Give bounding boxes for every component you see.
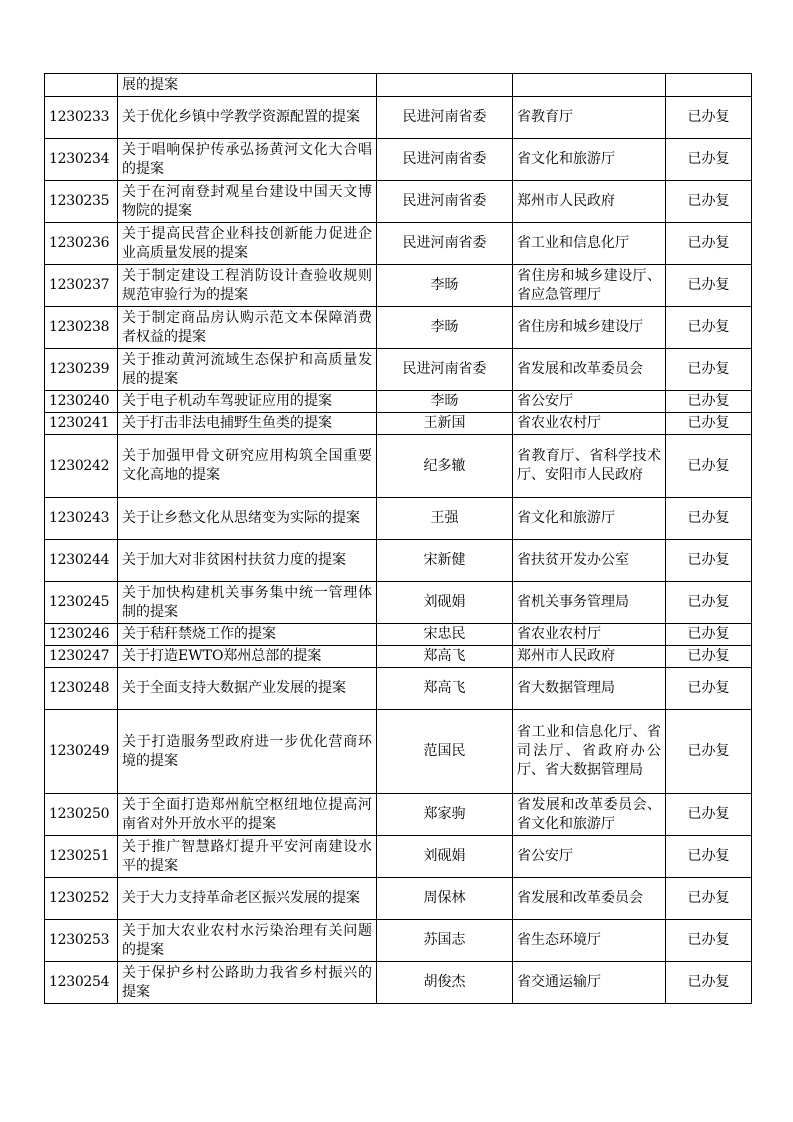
cell-proposer: 郑家驹	[377, 794, 513, 836]
table-row	[45, 878, 752, 920]
cell-number: 1230253	[45, 920, 118, 962]
table-row	[45, 265, 752, 307]
cell-status: 已办复	[666, 878, 752, 920]
cell-handling-unit: 省农业农村厅	[513, 413, 666, 435]
cell-number: 1230238	[45, 307, 118, 349]
cell-title: 关于秸秆禁烧工作的提案	[118, 624, 377, 646]
cell-handling-unit: 省工业和信息化厅、省司法厅、省政府办公厅、省大数据管理局	[513, 710, 666, 794]
cell-proposer: 民进河南省委	[377, 223, 513, 265]
cell-status: 已办复	[666, 391, 752, 413]
cell-proposer: 苏国志	[377, 920, 513, 962]
cell-title: 关于电子机动车驾驶证应用的提案	[118, 391, 377, 413]
cell-status: 已办复	[666, 962, 752, 1004]
cell-status: 已办复	[666, 540, 752, 582]
cell-status: 已办复	[666, 624, 752, 646]
cell-status: 已办复	[666, 435, 752, 498]
cell-handling-unit: 省教育厅、省科学技术厅、安阳市人民政府	[513, 435, 666, 498]
table-row	[45, 624, 752, 646]
table-row	[45, 498, 752, 540]
cell-handling-unit: 省机关事务管理局	[513, 582, 666, 624]
table-row	[45, 435, 752, 498]
cell-title: 关于加大对非贫困村扶贫力度的提案	[118, 540, 377, 582]
cell-number: 1230243	[45, 498, 118, 540]
cell-status: 已办复	[666, 794, 752, 836]
cell-number: 1230248	[45, 668, 118, 710]
cell-number: 1230250	[45, 794, 118, 836]
cell-number: 1230242	[45, 435, 118, 498]
table-row	[45, 710, 752, 794]
table-row	[45, 836, 752, 878]
cell-handling-unit: 省大数据管理局	[513, 668, 666, 710]
table-row	[45, 668, 752, 710]
cell-title: 关于制定商品房认购示范文本保障消费者权益的提案	[118, 307, 377, 349]
table-row	[45, 582, 752, 624]
cell-number	[45, 74, 118, 97]
table-row	[45, 223, 752, 265]
cell-title: 关于提高民营企业科技创新能力促进企业高质量发展的提案	[118, 223, 377, 265]
table-row	[45, 794, 752, 836]
cell-status: 已办复	[666, 646, 752, 668]
cell-title: 关于在河南登封观星台建设中国天文博物院的提案	[118, 181, 377, 223]
cell-number: 1230245	[45, 582, 118, 624]
cell-handling-unit: 省发展和改革委员会	[513, 878, 666, 920]
cell-handling-unit: 省教育厅	[513, 97, 666, 139]
cell-status: 已办复	[666, 265, 752, 307]
table-row	[45, 139, 752, 181]
table-row	[45, 962, 752, 1004]
table-row	[45, 74, 752, 97]
cell-title: 关于打造EWTO郑州总部的提案	[118, 646, 377, 668]
cell-status: 已办复	[666, 307, 752, 349]
cell-proposer: 郑高飞	[377, 668, 513, 710]
cell-handling-unit: 省扶贫开发办公室	[513, 540, 666, 582]
cell-number: 1230249	[45, 710, 118, 794]
cell-proposer: 刘砚娟	[377, 582, 513, 624]
cell-status: 已办复	[666, 498, 752, 540]
cell-title: 关于大力支持革命老区振兴发展的提案	[118, 878, 377, 920]
cell-handling-unit: 省文化和旅游厅	[513, 498, 666, 540]
cell-handling-unit	[513, 74, 666, 97]
cell-title: 关于优化乡镇中学教学资源配置的提案	[118, 97, 377, 139]
cell-proposer: 王强	[377, 498, 513, 540]
cell-number: 1230252	[45, 878, 118, 920]
cell-title: 关于打造服务型政府进一步优化营商环境的提案	[118, 710, 377, 794]
cell-number: 1230247	[45, 646, 118, 668]
cell-number: 1230254	[45, 962, 118, 1004]
table-row	[45, 540, 752, 582]
table-row	[45, 349, 752, 391]
cell-number: 1230240	[45, 391, 118, 413]
cell-title: 关于推广智慧路灯提升平安河南建设水平的提案	[118, 836, 377, 878]
table-row	[45, 413, 752, 435]
cell-proposer: 民进河南省委	[377, 139, 513, 181]
cell-proposer: 王新国	[377, 413, 513, 435]
cell-title: 关于打击非法电捕野生鱼类的提案	[118, 413, 377, 435]
cell-number: 1230234	[45, 139, 118, 181]
cell-proposer	[377, 74, 513, 97]
cell-handling-unit: 省发展和改革委员会	[513, 349, 666, 391]
cell-status: 已办复	[666, 668, 752, 710]
cell-number: 1230236	[45, 223, 118, 265]
cell-status	[666, 74, 752, 97]
cell-number: 1230246	[45, 624, 118, 646]
cell-number: 1230233	[45, 97, 118, 139]
cell-handling-unit: 郑州市人民政府	[513, 646, 666, 668]
table-row	[45, 97, 752, 139]
cell-proposer: 宋忠民	[377, 624, 513, 646]
cell-handling-unit: 省公安厅	[513, 391, 666, 413]
table-row	[45, 391, 752, 413]
cell-handling-unit: 郑州市人民政府	[513, 181, 666, 223]
cell-handling-unit: 省发展和改革委员会、省文化和旅游厅	[513, 794, 666, 836]
cell-title: 关于全面打造郑州航空枢纽地位提高河南省对外开放水平的提案	[118, 794, 377, 836]
cell-number: 1230235	[45, 181, 118, 223]
cell-title: 展的提案	[118, 74, 377, 97]
cell-proposer: 刘砚娟	[377, 836, 513, 878]
cell-proposer: 李旸	[377, 307, 513, 349]
cell-proposer: 胡俊杰	[377, 962, 513, 1004]
cell-title: 关于加强甲骨文研究应用构筑全国重要文化高地的提案	[118, 435, 377, 498]
cell-number: 1230244	[45, 540, 118, 582]
proposal-table	[44, 73, 752, 1004]
cell-handling-unit: 省公安厅	[513, 836, 666, 878]
cell-status: 已办复	[666, 582, 752, 624]
cell-title: 关于让乡愁文化从思绪变为实际的提案	[118, 498, 377, 540]
cell-title: 关于推动黄河流域生态保护和高质量发展的提案	[118, 349, 377, 391]
cell-title: 关于唱响保护传承弘扬黄河文化大合唱的提案	[118, 139, 377, 181]
cell-title: 关于全面支持大数据产业发展的提案	[118, 668, 377, 710]
cell-proposer: 民进河南省委	[377, 97, 513, 139]
cell-proposer: 民进河南省委	[377, 349, 513, 391]
cell-status: 已办复	[666, 710, 752, 794]
table-row	[45, 646, 752, 668]
cell-handling-unit: 省农业农村厅	[513, 624, 666, 646]
cell-status: 已办复	[666, 139, 752, 181]
cell-handling-unit: 省交通运输厅	[513, 962, 666, 1004]
cell-proposer: 范国民	[377, 710, 513, 794]
cell-number: 1230237	[45, 265, 118, 307]
cell-handling-unit: 省生态环境厅	[513, 920, 666, 962]
cell-status: 已办复	[666, 920, 752, 962]
table-row	[45, 307, 752, 349]
cell-status: 已办复	[666, 413, 752, 435]
cell-status: 已办复	[666, 97, 752, 139]
cell-proposer: 周保林	[377, 878, 513, 920]
cell-proposer: 民进河南省委	[377, 181, 513, 223]
cell-status: 已办复	[666, 223, 752, 265]
cell-handling-unit: 省住房和城乡建设厅、省应急管理厅	[513, 265, 666, 307]
table-row	[45, 181, 752, 223]
proposal-table-body	[45, 74, 752, 1004]
cell-handling-unit: 省工业和信息化厅	[513, 223, 666, 265]
cell-proposer: 李旸	[377, 391, 513, 413]
cell-number: 1230241	[45, 413, 118, 435]
cell-status: 已办复	[666, 181, 752, 223]
cell-proposer: 宋新健	[377, 540, 513, 582]
table-row	[45, 920, 752, 962]
cell-status: 已办复	[666, 349, 752, 391]
cell-title: 关于加大农业农村水污染治理有关问题的提案	[118, 920, 377, 962]
cell-title: 关于制定建设工程消防设计查验收规则规范审验行为的提案	[118, 265, 377, 307]
cell-title: 关于加快构建机关事务集中统一管理体制的提案	[118, 582, 377, 624]
cell-handling-unit: 省文化和旅游厅	[513, 139, 666, 181]
cell-title: 关于保护乡村公路助力我省乡村振兴的提案	[118, 962, 377, 1004]
cell-proposer: 纪多辙	[377, 435, 513, 498]
cell-status: 已办复	[666, 836, 752, 878]
cell-proposer: 郑高飞	[377, 646, 513, 668]
cell-number: 1230251	[45, 836, 118, 878]
cell-handling-unit: 省住房和城乡建设厅	[513, 307, 666, 349]
cell-proposer: 李旸	[377, 265, 513, 307]
cell-number: 1230239	[45, 349, 118, 391]
